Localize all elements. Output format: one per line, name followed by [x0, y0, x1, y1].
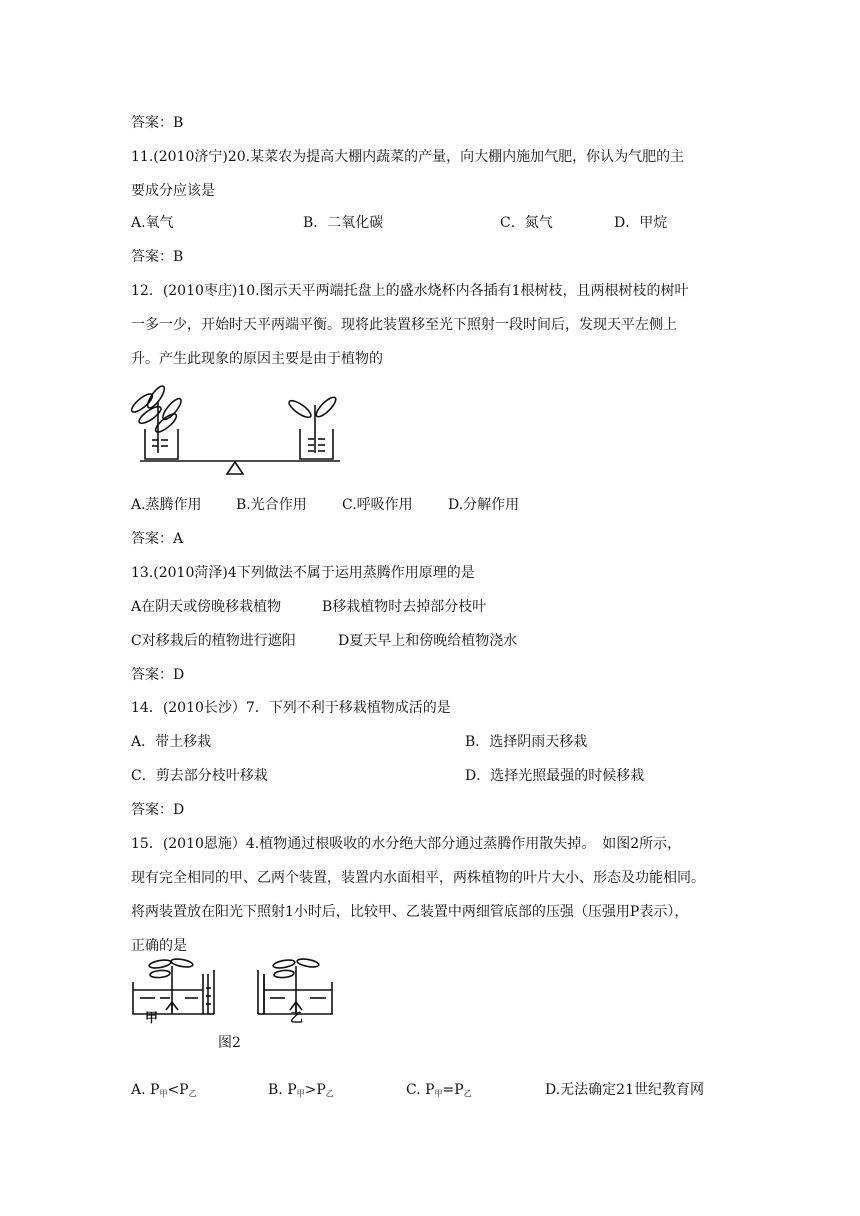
q13-answer: 答案：D [131, 667, 185, 683]
q12-option-c: C.呼吸作用 [342, 497, 413, 513]
q14-option-c: C．剪去部分枝叶移栽 [131, 768, 268, 784]
q11-answer: 答案：B [131, 249, 184, 265]
label-yi: 乙 [290, 1011, 304, 1026]
q14-answer: 答案：D [131, 802, 185, 818]
q15-option-c-prefix: C. P [406, 1082, 435, 1098]
answer-b: 答案：B [131, 115, 184, 131]
q15-option-b-sub2: 乙 [325, 1089, 334, 1098]
q15-option-a-sub1: 甲 [159, 1089, 168, 1098]
q15-option-b-prefix: B. P [268, 1082, 297, 1098]
q15-option-b [268, 1081, 334, 1103]
q15-option-b-op: >P [304, 1082, 326, 1098]
apparatus-figure [130, 958, 340, 1028]
balance-figure [128, 383, 343, 478]
q15-line3: 将两装置放在阳光下照射1小时后，比较甲、乙装置中两细管底部的压强（压强用P表示）， [131, 904, 689, 920]
q12-option-b: B.光合作用 [236, 497, 307, 513]
q14-option-d: D．选择光照最强的时候移栽 [465, 768, 645, 784]
q14-line1: 14．(2010长沙）7．下列不利于移栽植物成活的是 [131, 700, 451, 716]
q14-option-a: A．带土移栽 [131, 734, 212, 750]
q11-line2: 要成分应该是 [131, 183, 215, 199]
q12-option-d: D.分解作用 [448, 497, 520, 513]
q15-option-b-sub1: 甲 [296, 1089, 305, 1098]
q11-option-d: D．甲烷 [614, 215, 668, 231]
q12-line1: 12．(2010枣庄)10.图示天平两端托盘上的盛水烧杯内各插有1根树枝，且两根树枝的树叶 [131, 283, 689, 299]
q15-option-c-sub2: 乙 [463, 1089, 472, 1098]
figure-caption: 图2 [218, 1035, 241, 1051]
q12-line3: 升。产生此现象的原因主要是由于植物的 [131, 351, 383, 367]
q14-option-b: B．选择阴雨天移栽 [465, 734, 588, 750]
q15-option-a [131, 1081, 197, 1103]
q15-option-c [406, 1081, 472, 1103]
q15-option-c-sub1: 甲 [434, 1089, 443, 1098]
q15-option-a-sub2: 乙 [188, 1089, 197, 1098]
q13-option-d: D夏天早上和傍晚给植物浇水 [338, 633, 518, 649]
q13-option-c: C对移栽后的植物进行遮阳 [131, 633, 296, 649]
q15-option-d: D.无法确定21世纪教育网 [545, 1082, 704, 1098]
q15-line1: 15．(2010恩施）4.植物通过根吸收的水分绝大部分通过蒸腾作用散失掉。 如图2所示， [131, 836, 682, 852]
q11-option-a: A.氧气 [131, 215, 174, 231]
q11-option-b: B．二氧化碳 [303, 215, 384, 231]
q12-answer: 答案：A [131, 531, 184, 547]
q15-line4: 正确的是 [131, 938, 187, 954]
q13-option-b: B移栽植物时去掉部分枝叶 [322, 599, 487, 615]
label-jia: 甲 [145, 1011, 159, 1026]
q11-line1: 11.(2010济宁)20.某菜农为提高大棚内蔬菜的产量，向大棚内施加气肥，你认为气肥的主 [131, 149, 685, 165]
q13-line1: 13.(2010菏泽)4下列做法不属于运用蒸腾作用原理的是 [131, 565, 475, 581]
q15-option-c-op: =P [442, 1082, 464, 1098]
q12-option-a: A.蒸腾作用 [131, 497, 202, 513]
q15-line2: 现有完全相同的甲、乙两个装置，装置内水面相平，两株植物的叶片大小、形态及功能相同。 [131, 870, 705, 886]
q11-option-c: C．氮气 [500, 215, 553, 231]
q15-option-a-prefix: A. P [131, 1082, 160, 1098]
q12-line2: 一多一少，开始时天平两端平衡。现将此装置移至光下照射一段时间后，发现天平左侧上 [131, 317, 677, 333]
q15-option-a-op: <P [167, 1082, 189, 1098]
q13-option-a: A在阴天或傍晚移栽植物 [131, 599, 282, 615]
